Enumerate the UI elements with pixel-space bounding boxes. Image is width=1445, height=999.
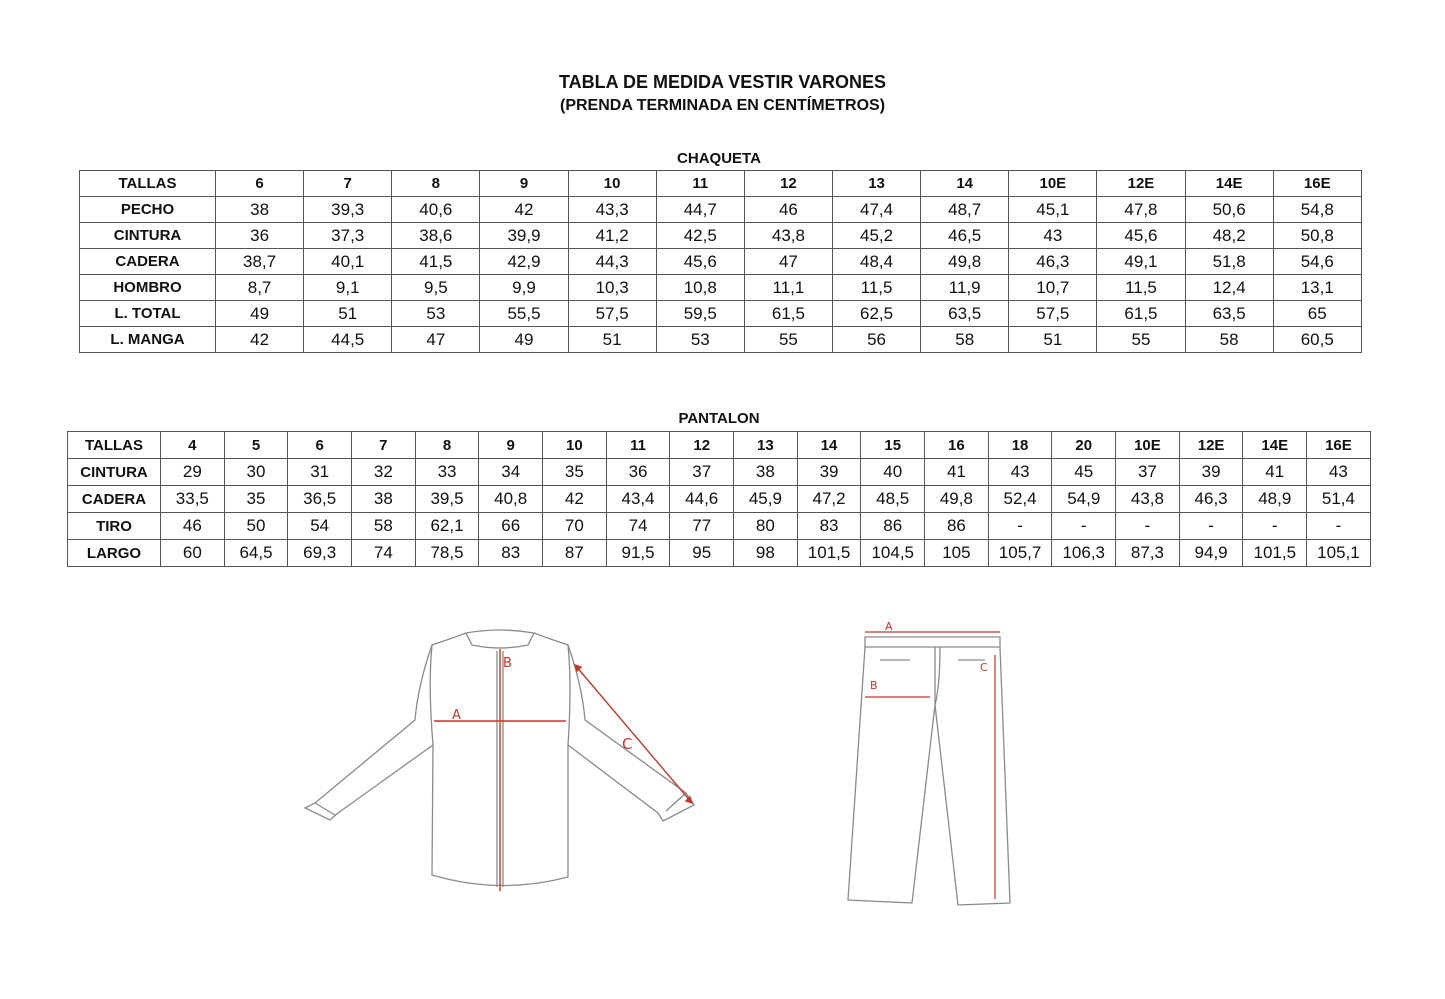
- measure-cell: 43: [1009, 223, 1097, 249]
- table-row: [68, 486, 1371, 513]
- measure-cell: 49,8: [921, 249, 1009, 275]
- measure-cell: 9,1: [304, 275, 392, 301]
- measure-cell: 35: [543, 459, 607, 486]
- measure-cell: 32: [352, 459, 416, 486]
- chaqueta-header-row: [80, 171, 1362, 197]
- table-row: [80, 223, 1362, 249]
- measure-cell: 35: [224, 486, 288, 513]
- size-header: 9: [480, 171, 568, 197]
- page-subtitle: (PRENDA TERMINADA EN CENTÍMETROS): [559, 97, 886, 114]
- measure-cell: 36: [606, 459, 670, 486]
- measure-cell: 61,5: [1097, 301, 1185, 327]
- measure-cell: 41,5: [392, 249, 480, 275]
- measure-cell: 86: [861, 513, 925, 540]
- measure-cell: 10,7: [1009, 275, 1097, 301]
- measure-cell: 11,1: [744, 275, 832, 301]
- measure-cell: 11,5: [832, 275, 920, 301]
- measure-cell: 105,7: [988, 540, 1052, 567]
- measure-cell: 74: [606, 513, 670, 540]
- measure-cell: 101,5: [797, 540, 861, 567]
- measure-cell: 55: [1097, 327, 1185, 353]
- measure-cell: 44,3: [568, 249, 656, 275]
- measure-cell: 43,3: [568, 197, 656, 223]
- measure-cell: 48,7: [921, 197, 1009, 223]
- measure-cell: 29: [161, 459, 225, 486]
- measure-cell: 69,3: [288, 540, 352, 567]
- measure-cell: 83: [479, 540, 543, 567]
- measure-cell: 37,3: [304, 223, 392, 249]
- shirt-label-a: A: [452, 708, 461, 723]
- measure-cell: 51,4: [1307, 486, 1371, 513]
- measure-cell: 55,5: [480, 301, 568, 327]
- measure-cell: 10,3: [568, 275, 656, 301]
- table-row: [68, 513, 1371, 540]
- measure-cell: 83: [797, 513, 861, 540]
- pantalon-table: [67, 431, 1371, 567]
- measure-cell: 87,3: [1116, 540, 1180, 567]
- measure-cell: 105,1: [1307, 540, 1371, 567]
- measure-cell: 48,9: [1243, 486, 1307, 513]
- measure-cell: 42: [480, 197, 568, 223]
- measure-cell: 33: [415, 459, 479, 486]
- measure-cell: 104,5: [861, 540, 925, 567]
- measure-cell: 58: [1185, 327, 1273, 353]
- measure-cell: 106,3: [1052, 540, 1116, 567]
- size-header: 7: [304, 171, 392, 197]
- table-row: [80, 197, 1362, 223]
- measure-cell: 37: [1116, 459, 1180, 486]
- table-row: [68, 540, 1371, 567]
- size-header: 4: [161, 432, 225, 459]
- measure-cell: 49: [480, 327, 568, 353]
- row-label: PECHO: [80, 197, 216, 223]
- measure-cell: 43,4: [606, 486, 670, 513]
- measure-cell: 13,1: [1273, 275, 1361, 301]
- measure-cell: 9,9: [480, 275, 568, 301]
- shirt-diagram: [300, 625, 710, 900]
- shirt-label-c: C: [622, 735, 633, 753]
- measure-cell: 95: [670, 540, 734, 567]
- measure-cell: 46: [744, 197, 832, 223]
- measure-cell: 38: [216, 197, 304, 223]
- measure-cell: 45,1: [1009, 197, 1097, 223]
- measure-cell: 62,5: [832, 301, 920, 327]
- measure-cell: 40,8: [479, 486, 543, 513]
- measure-cell: 49: [216, 301, 304, 327]
- measure-cell: 38: [734, 459, 798, 486]
- measure-cell: 42,9: [480, 249, 568, 275]
- measure-cell: 94,9: [1179, 540, 1243, 567]
- measure-cell: 45,6: [656, 249, 744, 275]
- measure-cell: 49,1: [1097, 249, 1185, 275]
- measure-cell: 44,6: [670, 486, 734, 513]
- shirt-label-b: B: [503, 656, 512, 671]
- size-header: 14E: [1185, 171, 1273, 197]
- size-header: 6: [216, 171, 304, 197]
- size-header: 6: [288, 432, 352, 459]
- table-row: [80, 275, 1362, 301]
- size-header: 7: [352, 432, 416, 459]
- measure-cell: 38: [352, 486, 416, 513]
- size-header: 20: [1052, 432, 1116, 459]
- measure-cell: 9,5: [392, 275, 480, 301]
- size-header: 12E: [1179, 432, 1243, 459]
- pantalon-title: PANTALON: [678, 410, 760, 427]
- size-header: 10E: [1009, 171, 1097, 197]
- measure-cell: 47,8: [1097, 197, 1185, 223]
- row-label: CADERA: [80, 249, 216, 275]
- table-row: [68, 459, 1371, 486]
- measure-cell: 61,5: [744, 301, 832, 327]
- measure-cell: 50,6: [1185, 197, 1273, 223]
- measure-cell: 58: [352, 513, 416, 540]
- header-label: TALLAS: [80, 171, 216, 197]
- measure-cell: 101,5: [1243, 540, 1307, 567]
- chaqueta-table: [79, 170, 1362, 353]
- page-title: TABLA DE MEDIDA VESTIR VARONES: [558, 72, 886, 92]
- measure-cell: 57,5: [568, 301, 656, 327]
- measure-cell: 60: [161, 540, 225, 567]
- measure-cell: 51: [304, 301, 392, 327]
- header-label: TALLAS: [68, 432, 161, 459]
- measure-cell: 30: [224, 459, 288, 486]
- measure-cell: 59,5: [656, 301, 744, 327]
- measure-cell: 48,5: [861, 486, 925, 513]
- size-header: 14: [797, 432, 861, 459]
- measure-cell: 54,8: [1273, 197, 1361, 223]
- measure-cell: 105: [925, 540, 989, 567]
- size-header: 10E: [1116, 432, 1180, 459]
- measure-cell: 91,5: [606, 540, 670, 567]
- measure-cell: 86: [925, 513, 989, 540]
- measure-cell: 40,1: [304, 249, 392, 275]
- measure-cell: 39,3: [304, 197, 392, 223]
- table-row: [80, 301, 1362, 327]
- row-label: L. TOTAL: [80, 301, 216, 327]
- measure-cell: 51: [568, 327, 656, 353]
- measure-cell: 43: [1307, 459, 1371, 486]
- measure-cell: 58: [921, 327, 1009, 353]
- measure-cell: 47: [392, 327, 480, 353]
- measure-cell: 31: [288, 459, 352, 486]
- size-header: 12: [744, 171, 832, 197]
- row-label: CINTURA: [68, 459, 161, 486]
- chaqueta-title: CHAQUETA: [677, 150, 761, 167]
- measure-cell: 39,9: [480, 223, 568, 249]
- measure-cell: 65: [1273, 301, 1361, 327]
- measure-cell: 46,3: [1179, 486, 1243, 513]
- size-header: 5: [224, 432, 288, 459]
- measure-cell: 12,4: [1185, 275, 1273, 301]
- measure-cell: 56: [832, 327, 920, 353]
- measure-cell: 8,7: [216, 275, 304, 301]
- measure-cell: 43,8: [1116, 486, 1180, 513]
- row-label: HOMBRO: [80, 275, 216, 301]
- measure-cell: 38,7: [216, 249, 304, 275]
- measure-cell: 60,5: [1273, 327, 1361, 353]
- table-row: [80, 249, 1362, 275]
- measure-cell: 10,8: [656, 275, 744, 301]
- measure-cell: -: [1052, 513, 1116, 540]
- measure-cell: 39,5: [415, 486, 479, 513]
- size-header: 18: [988, 432, 1052, 459]
- size-header: 12: [670, 432, 734, 459]
- measure-cell: 78,5: [415, 540, 479, 567]
- measure-cell: 49,8: [925, 486, 989, 513]
- measure-cell: 54: [288, 513, 352, 540]
- measure-cell: 47,4: [832, 197, 920, 223]
- measure-cell: -: [1116, 513, 1180, 540]
- measure-cell: 50,8: [1273, 223, 1361, 249]
- measure-cell: 41,2: [568, 223, 656, 249]
- measure-cell: 48,4: [832, 249, 920, 275]
- measure-cell: 42: [216, 327, 304, 353]
- row-label: TIRO: [68, 513, 161, 540]
- measure-cell: 36,5: [288, 486, 352, 513]
- size-header: 16E: [1307, 432, 1371, 459]
- measure-cell: 11,5: [1097, 275, 1185, 301]
- row-label: CINTURA: [80, 223, 216, 249]
- measure-cell: 45,6: [1097, 223, 1185, 249]
- pants-diagram: [840, 615, 1020, 910]
- measure-cell: 42: [543, 486, 607, 513]
- measure-cell: 44,7: [656, 197, 744, 223]
- measure-cell: 36: [216, 223, 304, 249]
- measure-cell: 50: [224, 513, 288, 540]
- size-header: 9: [479, 432, 543, 459]
- row-label: LARGO: [68, 540, 161, 567]
- table-row: [80, 327, 1362, 353]
- measure-cell: 98: [734, 540, 798, 567]
- size-header: 13: [832, 171, 920, 197]
- size-header: 16: [925, 432, 989, 459]
- measure-cell: 55: [744, 327, 832, 353]
- measure-cell: 64,5: [224, 540, 288, 567]
- measure-cell: 34: [479, 459, 543, 486]
- size-header: 8: [392, 171, 480, 197]
- measure-cell: 33,5: [161, 486, 225, 513]
- size-header: 11: [606, 432, 670, 459]
- measure-cell: 41: [1243, 459, 1307, 486]
- measure-cell: 38,6: [392, 223, 480, 249]
- measure-cell: 45: [1052, 459, 1116, 486]
- measure-cell: -: [988, 513, 1052, 540]
- measure-cell: 46,3: [1009, 249, 1097, 275]
- measure-cell: 74: [352, 540, 416, 567]
- size-header: 13: [734, 432, 798, 459]
- measure-cell: 87: [543, 540, 607, 567]
- measure-cell: 54,9: [1052, 486, 1116, 513]
- measure-cell: 62,1: [415, 513, 479, 540]
- measure-cell: -: [1179, 513, 1243, 540]
- measure-cell: 80: [734, 513, 798, 540]
- measure-cell: 37: [670, 459, 734, 486]
- measure-cell: 43: [988, 459, 1052, 486]
- measure-cell: 51: [1009, 327, 1097, 353]
- pants-outline: [848, 637, 1010, 905]
- measure-cell: 39: [797, 459, 861, 486]
- measure-cell: 46: [161, 513, 225, 540]
- size-header: 15: [861, 432, 925, 459]
- measure-cell: 42,5: [656, 223, 744, 249]
- size-header: 14: [921, 171, 1009, 197]
- measure-cell: 43,8: [744, 223, 832, 249]
- pants-label-c: C: [980, 661, 988, 674]
- size-header: 10: [568, 171, 656, 197]
- size-header: 11: [656, 171, 744, 197]
- measure-cell: 47,2: [797, 486, 861, 513]
- size-header: 12E: [1097, 171, 1185, 197]
- measure-cell: 44,5: [304, 327, 392, 353]
- measure-cell: 57,5: [1009, 301, 1097, 327]
- measure-cell: 77: [670, 513, 734, 540]
- measure-cell: 40: [861, 459, 925, 486]
- measure-cell: 51,8: [1185, 249, 1273, 275]
- pants-label-b: B: [870, 679, 878, 692]
- row-label: CADERA: [68, 486, 161, 513]
- measure-cell: 46,5: [921, 223, 1009, 249]
- size-header: 16E: [1273, 171, 1361, 197]
- measure-cell: 70: [543, 513, 607, 540]
- size-header: 8: [415, 432, 479, 459]
- pants-label-a: A: [885, 620, 893, 633]
- measure-cell: 48,2: [1185, 223, 1273, 249]
- size-header: 10: [543, 432, 607, 459]
- measure-cell: 53: [656, 327, 744, 353]
- measure-cell: 52,4: [988, 486, 1052, 513]
- measure-cell: 54,6: [1273, 249, 1361, 275]
- measure-cell: 53: [392, 301, 480, 327]
- pantalon-header-row: [68, 432, 1371, 459]
- measure-cell: 47: [744, 249, 832, 275]
- size-header: 14E: [1243, 432, 1307, 459]
- measure-cell: -: [1307, 513, 1371, 540]
- measure-cell: 66: [479, 513, 543, 540]
- measure-cell: 63,5: [921, 301, 1009, 327]
- measure-cell: -: [1243, 513, 1307, 540]
- measure-cell: 41: [925, 459, 989, 486]
- measure-cell: 63,5: [1185, 301, 1273, 327]
- measure-cell: 45,9: [734, 486, 798, 513]
- measure-cell: 40,6: [392, 197, 480, 223]
- measure-cell: 45,2: [832, 223, 920, 249]
- measure-cell: 11,9: [921, 275, 1009, 301]
- row-label: L. MANGA: [80, 327, 216, 353]
- measure-cell: 39: [1179, 459, 1243, 486]
